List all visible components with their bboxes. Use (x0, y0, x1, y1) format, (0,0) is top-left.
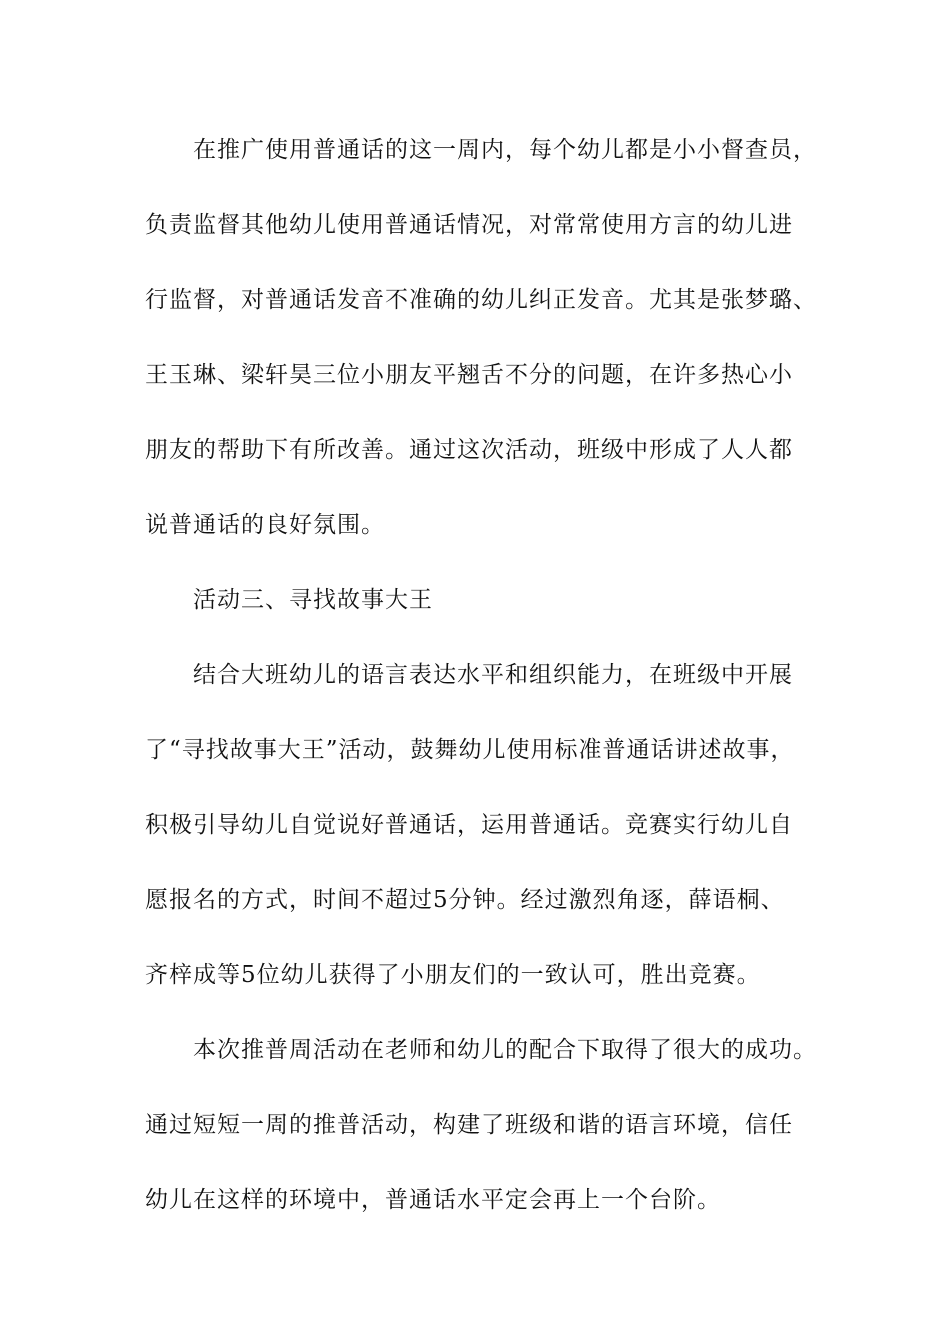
paragraph-2-line-5: 齐梓成等5位幼儿获得了小朋友们的一致认可，胜出竞赛。 (145, 962, 761, 988)
paragraph-1-line-6: 说普通话的良好氛围。 (145, 512, 385, 538)
paragraph-1-line-5: 朋友的帮助下有所改善。通过这次活动，班级中形成了人人都 (145, 437, 793, 463)
paragraph-1-line-4: 王玉琳、梁轩昊三位小朋友平翘舌不分的问题，在许多热心小 (145, 362, 793, 388)
paragraph-2-line-2: 了“寻找故事大王”活动，鼓舞幼儿使用标准普通话讲述故事， (145, 737, 795, 763)
paragraph-1-line-1: 在推广使用普通话的这一周内，每个幼儿都是小小督查员， (193, 137, 817, 163)
paragraph-3-line-2: 通过短短一周的推普活动，构建了班级和谐的语言环境，信任 (145, 1112, 793, 1138)
paragraph-1-line-3: 行监督，对普通话发音不准确的幼儿纠正发音。尤其是张梦璐、 (145, 287, 817, 313)
paragraph-3-line-3: 幼儿在这样的环境中，普通话水平定会再上一个台阶。 (145, 1187, 721, 1213)
paragraph-2-line-4: 愿报名的方式，时间不超过5分钟。经过激烈角逐，薛语桐、 (145, 887, 785, 913)
paragraph-2-line-3: 积极引导幼儿自觉说好普通话，运用普通话。竞赛实行幼儿自 (145, 812, 793, 838)
paragraph-3-line-1: 本次推普周活动在老师和幼儿的配合下取得了很大的成功。 (193, 1037, 817, 1063)
paragraph-2-line-1: 结合大班幼儿的语言表达水平和组织能力，在班级中开展 (193, 662, 793, 688)
section-heading: 活动三、寻找故事大王 (193, 587, 433, 613)
paragraph-1-line-2: 负责监督其他幼儿使用普通话情况，对常常使用方言的幼儿进 (145, 212, 793, 238)
